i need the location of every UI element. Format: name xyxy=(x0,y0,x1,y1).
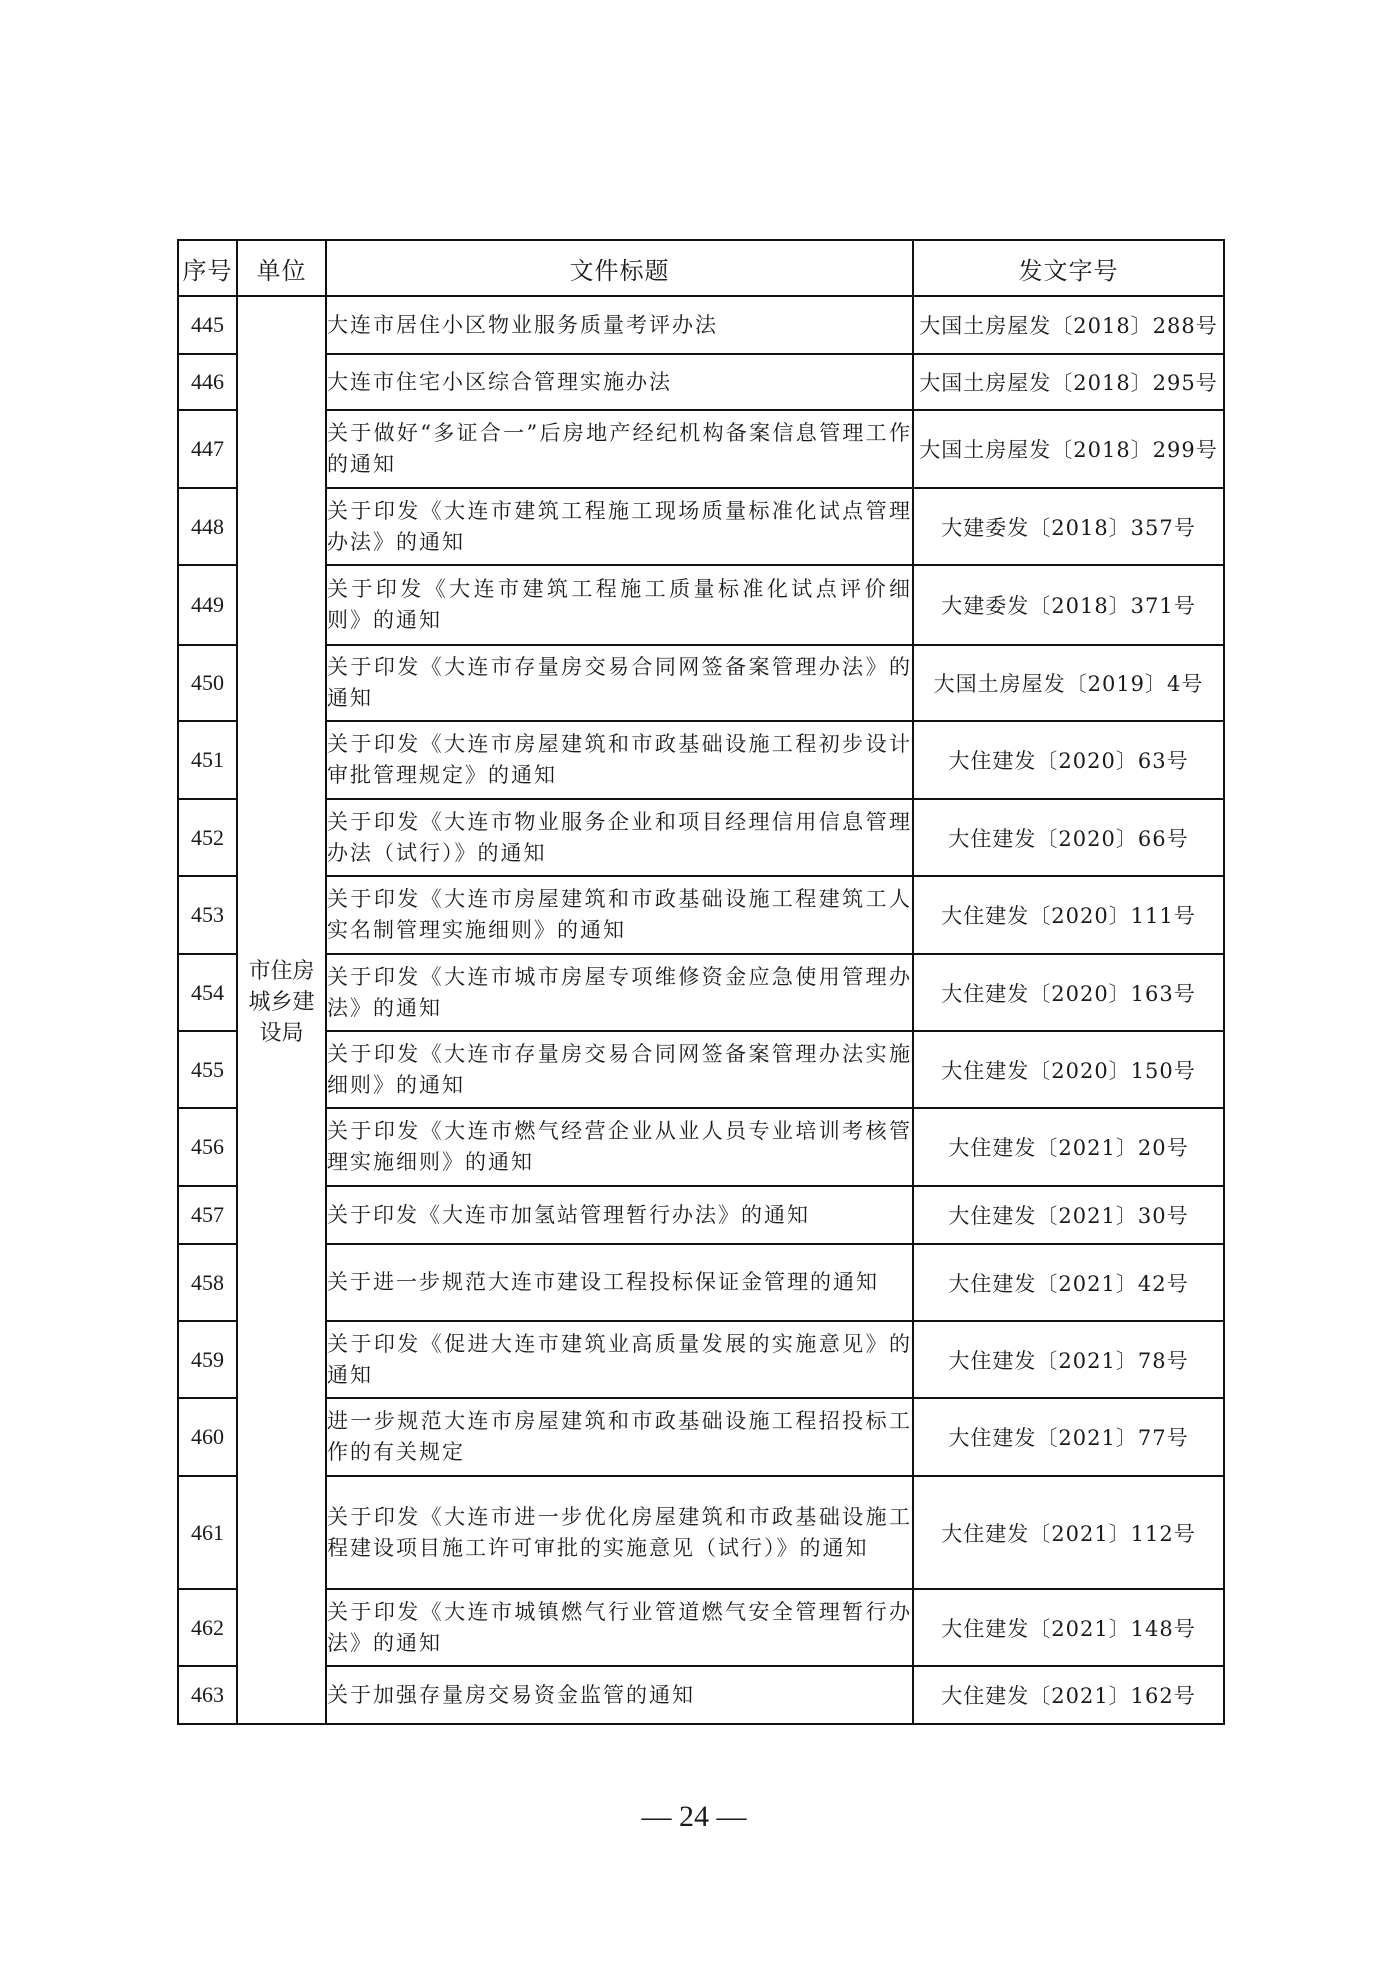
table-row xyxy=(178,1244,1224,1321)
table-row xyxy=(178,488,1224,565)
document-title-cell: 关于印发《大连市存量房交易合同网签备案管理办法实施细则》的通知 xyxy=(326,1031,913,1108)
document-title-cell: 关于印发《大连市房屋建筑和市政基础设施工程初步设计审批管理规定》的通知 xyxy=(326,721,913,799)
document-title-cell: 关于做好“多证合一”后房地产经纪机构备案信息管理工作的通知 xyxy=(326,410,913,488)
serial-number-cell: 460 xyxy=(178,1398,237,1476)
table-row xyxy=(178,1186,1224,1244)
serial-number-cell: 462 xyxy=(178,1589,237,1666)
unit-cell xyxy=(237,296,326,1724)
document-title-cell: 关于印发《大连市建筑工程施工现场质量标准化试点管理办法》的通知 xyxy=(326,488,913,565)
serial-number-cell: 455 xyxy=(178,1031,237,1108)
table-row xyxy=(178,799,1224,876)
serial-number-cell: 450 xyxy=(178,645,237,721)
document-code-cell: 大住建发〔2020〕150号 xyxy=(913,1031,1224,1108)
document-title-cell: 关于印发《大连市燃气经营企业从业人员专业培训考核管理实施细则》的通知 xyxy=(326,1108,913,1186)
document-code-cell: 大住建发〔2020〕163号 xyxy=(913,954,1224,1031)
document-title-cell: 大连市住宅小区综合管理实施办法 xyxy=(326,354,913,410)
document-code-cell: 大住建发〔2021〕162号 xyxy=(913,1666,1224,1724)
document-code-cell: 大国土房屋发〔2019〕4号 xyxy=(913,645,1224,721)
document-title-cell: 关于印发《大连市城镇燃气行业管道燃气安全管理暂行办法》的通知 xyxy=(326,1589,913,1666)
document-title-cell: 关于印发《大连市城市房屋专项维修资金应急使用管理办法》的通知 xyxy=(326,954,913,1031)
document-code-cell: 大国土房屋发〔2018〕288号 xyxy=(913,296,1224,354)
document-code-cell: 大住建发〔2021〕77号 xyxy=(913,1398,1224,1476)
serial-number-cell: 458 xyxy=(178,1244,237,1321)
table-row xyxy=(178,645,1224,721)
unit-name: 市住房城乡建设局 xyxy=(248,958,315,1046)
serial-number-cell: 449 xyxy=(178,565,237,645)
serial-number-cell: 447 xyxy=(178,410,237,488)
header-document-title: 文件标题 xyxy=(326,240,913,296)
table-row xyxy=(178,1476,1224,1589)
serial-number-cell: 445 xyxy=(178,296,237,354)
serial-number-cell: 463 xyxy=(178,1666,237,1724)
serial-number-cell: 461 xyxy=(178,1476,237,1589)
document-title-cell: 关于进一步规范大连市建设工程投标保证金管理的通知 xyxy=(326,1244,913,1321)
document-code-cell: 大住建发〔2021〕112号 xyxy=(913,1476,1224,1589)
document-code-cell: 大住建发〔2021〕30号 xyxy=(913,1186,1224,1244)
document-code-cell: 大住建发〔2020〕63号 xyxy=(913,721,1224,799)
serial-number-cell: 453 xyxy=(178,876,237,954)
table-header-row xyxy=(178,240,1224,296)
document-code-cell: 大住建发〔2021〕78号 xyxy=(913,1321,1224,1398)
serial-number-cell: 459 xyxy=(178,1321,237,1398)
serial-number-cell: 448 xyxy=(178,488,237,565)
document-title-cell: 关于加强存量房交易资金监管的通知 xyxy=(326,1666,913,1724)
document-title-cell: 关于印发《大连市存量房交易合同网签备案管理办法》的通知 xyxy=(326,645,913,721)
page-number: — 24 — xyxy=(641,1800,747,1833)
table-row xyxy=(178,1666,1224,1724)
table-body xyxy=(178,296,1224,1724)
document-code-cell: 大住建发〔2020〕111号 xyxy=(913,876,1224,954)
document-title-cell: 关于印发《大连市物业服务企业和项目经理信用信息管理办法（试行）》的通知 xyxy=(326,799,913,876)
table-row xyxy=(178,1589,1224,1666)
table-row xyxy=(178,354,1224,410)
document-code-cell: 大建委发〔2018〕371号 xyxy=(913,565,1224,645)
document-title-cell: 关于印发《大连市进一步优化房屋建筑和市政基础设施工程建设项目施工许可审批的实施意见（试行）》的通知 xyxy=(326,1476,913,1589)
serial-number-cell: 451 xyxy=(178,721,237,799)
table-row xyxy=(178,721,1224,799)
document-code-cell: 大住建发〔2021〕20号 xyxy=(913,1108,1224,1186)
document-title-cell: 进一步规范大连市房屋建筑和市政基础设施工程招投标工作的有关规定 xyxy=(326,1398,913,1476)
serial-number-cell: 452 xyxy=(178,799,237,876)
serial-number-cell: 457 xyxy=(178,1186,237,1244)
document-code-cell: 大国土房屋发〔2018〕295号 xyxy=(913,354,1224,410)
header-document-code: 发文字号 xyxy=(913,240,1224,296)
table-row xyxy=(178,954,1224,1031)
serial-number-cell: 456 xyxy=(178,1108,237,1186)
table-row xyxy=(178,1108,1224,1186)
document-title-cell: 大连市居住小区物业服务质量考评办法 xyxy=(326,296,913,354)
header-unit: 单位 xyxy=(237,240,326,296)
document-title-cell: 关于印发《大连市加氢站管理暂行办法》的通知 xyxy=(326,1186,913,1244)
serial-number-cell: 454 xyxy=(178,954,237,1031)
table-row xyxy=(178,1398,1224,1476)
document-table xyxy=(177,239,1225,1725)
table-row xyxy=(178,296,1224,354)
header-serial-number: 序号 xyxy=(178,240,237,296)
document-code-cell: 大建委发〔2018〕357号 xyxy=(913,488,1224,565)
document-title-cell: 关于印发《大连市房屋建筑和市政基础设施工程建筑工人实名制管理实施细则》的通知 xyxy=(326,876,913,954)
document-code-cell: 大住建发〔2021〕148号 xyxy=(913,1589,1224,1666)
document-title-cell: 关于印发《促进大连市建筑业高质量发展的实施意见》的通知 xyxy=(326,1321,913,1398)
table-row xyxy=(178,565,1224,645)
document-title-cell: 关于印发《大连市建筑工程施工质量标准化试点评价细则》的通知 xyxy=(326,565,913,645)
table-row xyxy=(178,1321,1224,1398)
document-code-cell: 大国土房屋发〔2018〕299号 xyxy=(913,410,1224,488)
table-row xyxy=(178,1031,1224,1108)
document-code-cell: 大住建发〔2021〕42号 xyxy=(913,1244,1224,1321)
table-row xyxy=(178,876,1224,954)
table-row xyxy=(178,410,1224,488)
serial-number-cell: 446 xyxy=(178,354,237,410)
document-code-cell: 大住建发〔2020〕66号 xyxy=(913,799,1224,876)
